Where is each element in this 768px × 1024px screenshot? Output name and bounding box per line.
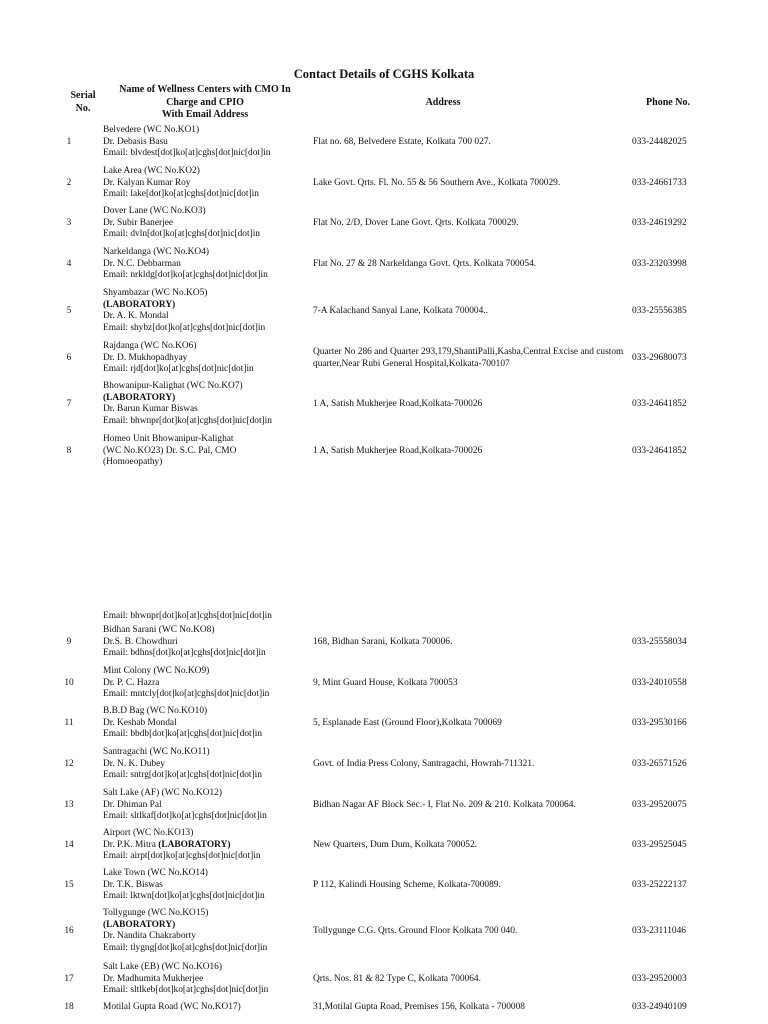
name-line: Bidhan Sarani (WC No.KO8) <box>103 625 215 635</box>
phone-cell: 033-25222137 <box>632 879 687 890</box>
name-line: Dr. A. K. Mondal <box>103 311 169 322</box>
phone-cell: 033-24661733 <box>632 177 687 188</box>
name-line: Bhowanipur-Kalighat (WC No.KO7) <box>103 381 243 391</box>
name-line: (Homoeopathy) <box>103 457 163 468</box>
address-cell: Govt. of India Press Colony, Santragachi, Howrah-711321. <box>313 758 535 769</box>
wellness-center-cell <box>103 868 308 903</box>
laboratory-tag: (LABORATORY) <box>103 392 176 403</box>
phone-cell: 033-24482025 <box>632 136 687 147</box>
name-line: Dr. Kalyan Kumar Roy <box>103 177 191 188</box>
header-name-line2: Charge and CPIO <box>166 96 244 108</box>
phone-cell: 033-25556385 <box>632 305 687 316</box>
email-line: Email: lktwn[dot]ko[at]cghs[dot]nic[dot]in <box>103 891 265 902</box>
name-line: Dr. P. C. Hazra <box>103 677 160 688</box>
address-cell: 7-A Kalachand Sanyal Lane, Kolkata 700004.. <box>313 305 488 316</box>
serial-cell: 2 <box>66 177 72 188</box>
email-line: Email: mntcly[dot]ko[at]cghs[dot]nic[dot]in <box>103 689 270 700</box>
serial-cell: 18 <box>64 1002 74 1012</box>
serial-cell: 10 <box>64 677 74 688</box>
document-title: Contact Details of CGHS Kolkata <box>293 67 475 81</box>
address-cell: Bidhan Nagar AF Block Sec.- I, Flat No. 209 & 210. Kolkata 700064. <box>313 799 576 810</box>
wellness-center-cell <box>103 706 308 741</box>
serial-cell: 6 <box>66 352 72 363</box>
wellness-center-cell <box>103 166 308 201</box>
address-cell: 9, Mint Guard House, Kolkata 700053 <box>313 677 458 688</box>
phone-cell: 033-23203998 <box>632 258 687 269</box>
address-cell: 5, Esplanade East (Ground Floor),Kolkata 700069 <box>313 717 502 728</box>
serial-cell: 17 <box>64 973 74 984</box>
email-line: Email: nrkldg[dot]ko[at]cghs[dot]nic[dot]in <box>103 270 268 281</box>
wellness-center-cell <box>103 1002 308 1014</box>
email-line: Email: sltlkeb[dot]ko[at]cghs[dot]nic[dot]in <box>103 985 269 996</box>
wellness-center-cell <box>103 828 308 863</box>
name-line: B.B.D Bag (WC No.KO10) <box>103 706 208 716</box>
name-line: Lake Town (WC No.KO14) <box>103 868 208 878</box>
name-line: Dr. D. Mukhopadhyay <box>103 352 188 363</box>
phone-cell: 033-24641852 <box>632 398 687 409</box>
header-address: Address <box>425 97 461 108</box>
wellness-center-cell <box>103 341 308 376</box>
email-line: Email: rjd[dot]ko[at]cghs[dot]nic[dot]in <box>103 364 254 375</box>
header-serial-line1: Serial <box>70 90 96 101</box>
wellness-center-cell <box>103 247 308 282</box>
address-cell: 168, Bidhan Sarani, Kolkata 700006. <box>313 636 453 647</box>
name-line: Dr. N.C. Debbarman <box>103 258 181 269</box>
wellness-center-cell <box>103 434 308 469</box>
laboratory-tag: (LABORATORY) <box>103 299 176 310</box>
serial-cell: 12 <box>64 758 74 769</box>
phone-cell: 033-26571526 <box>632 758 687 769</box>
serial-cell: 11 <box>64 717 74 728</box>
address-cell: New Quarters, Dum Dum, Kolkata 700052. <box>313 839 478 850</box>
serial-cell: 5 <box>66 305 72 316</box>
header-name-line1: Name of Wellness Centers with CMO In <box>119 84 291 95</box>
name-line: Dr. Dhiman Pal <box>103 799 162 810</box>
address-cell: Qrts. Nos. 81 & 82 Type C, Kolkata 700064. <box>313 973 481 984</box>
name-line: Lake Area (WC No.KO2) <box>103 166 200 176</box>
name-line: Dr. Madhumita Mukherjee <box>103 973 204 984</box>
serial-cell: 16 <box>64 925 74 936</box>
name-line: Dr. N. K. Dubey <box>103 758 165 769</box>
name-line: Rajdanga (WC No.KO6) <box>103 341 197 351</box>
email-line: Email: bhwnpr[dot]ko[at]cghs[dot]nic[dot]in <box>103 416 272 427</box>
name-line: Dr. Barun Kumar Biswas <box>103 404 198 415</box>
address-cell: Flat no. 68, Belvedere Estate, Kolkata 700 027. <box>313 136 491 147</box>
name-line: Salt Lake (AF) (WC No.KO12) <box>103 788 222 798</box>
address-cell: Tollygunge C.G. Qrts. Ground Floor Kolkata 700 040. <box>313 925 518 936</box>
name-line: Dr. Debasis Basu <box>103 136 168 147</box>
header-name-line3: With Email Address <box>161 109 249 120</box>
serial-cell: 14 <box>64 839 74 850</box>
name-line: Dover Lane (WC No.KO3) <box>103 206 206 216</box>
wellness-center-cell <box>103 125 308 160</box>
email-line: Email: bbdb[dot]ko[at]cghs[dot]nic[dot]in <box>103 729 263 740</box>
email-line: Email: airpt[dot]ko[at]cghs[dot]nic[dot]in <box>103 851 261 862</box>
phone-cell: 033-29530166 <box>632 717 687 728</box>
name-line: Narkeldanga (WC No.KO4) <box>103 247 209 257</box>
wellness-center-cell <box>103 908 308 955</box>
phone-cell: 033-29525045 <box>632 839 687 850</box>
name-line: Mint Colony (WC No.KO9) <box>103 666 210 676</box>
serial-cell: 4 <box>66 258 72 269</box>
wellness-center-cell <box>103 962 308 997</box>
phone-cell: 033-24010558 <box>632 677 687 688</box>
email-line: Email: shybz[dot]ko[at]cghs[dot]nic[dot]in <box>103 323 266 334</box>
header-name <box>100 84 310 122</box>
email-line: Email: bdhns[dot]ko[at]cghs[dot]nic[dot]in <box>103 648 266 659</box>
serial-cell: 7 <box>66 398 72 409</box>
laboratory-tag: (LABORATORY) <box>103 919 176 930</box>
email-line: Email: blvdest[dot]ko[at]cghs[dot]nic[dot]in <box>103 148 271 159</box>
address-cell: 1 A, Satish Mukherjee Road,Kolkata-700026 <box>313 445 483 456</box>
wellness-center-cell <box>103 788 308 823</box>
serial-cell: 15 <box>64 879 74 890</box>
email-line: Email: bhwnpr[dot]ko[at]cghs[dot]nic[dot]in <box>103 611 272 621</box>
serial-cell: 9 <box>66 636 72 647</box>
wellness-center-cell <box>103 206 308 241</box>
wellness-center-cell <box>103 747 308 782</box>
serial-cell: 8 <box>66 445 72 456</box>
email-line: Email: lake[dot]ko[at]cghs[dot]nic[dot]in <box>103 189 259 200</box>
name-line: Salt Lake (EB) (WC No.KO16) <box>103 962 222 972</box>
phone-cell: 033-29520075 <box>632 799 687 810</box>
email-line: Email: sltlkaf[dot]ko[at]cghs[dot]nic[dot]in <box>103 811 267 822</box>
header-phone: Phone No. <box>646 97 690 108</box>
phone-cell: 033-23111046 <box>632 925 686 936</box>
name-line: Belvedere (WC No.KO1) <box>103 125 200 135</box>
name-line: Motilal Gupta Road (WC No.KO17) <box>103 1002 241 1012</box>
serial-cell: 1 <box>66 136 72 147</box>
laboratory-tag: (LABORATORY) <box>158 839 231 850</box>
address-cell: Lake Govt. Qrts. Fl. No. 55 & 56 Southern Ave., Kolkata 700029. <box>313 177 561 188</box>
name-line: (WC No.KO23) Dr. S.C. Pal, CMO <box>103 445 237 456</box>
phone-cell: 033-24940109 <box>632 1002 687 1012</box>
serial-cell: 3 <box>66 217 72 228</box>
phone-cell: 033-29520003 <box>632 973 687 984</box>
name-line: Homeo Unit Bhowanipur-Kalighat <box>103 434 234 444</box>
address-cell: 31,Motilal Gupta Road, Premises 156, Kolkata - 700008 <box>313 1002 525 1012</box>
phone-cell: 033-29680073 <box>632 352 687 363</box>
address-cell: 1 A, Satish Mukherjee Road,Kolkata-700026 <box>313 398 483 409</box>
wellness-center-cell <box>103 666 308 701</box>
address-cell: Flat No. 2/D, Dover Lane Govt. Qrts. Kolkata 700029. <box>313 217 519 228</box>
phone-cell: 033-24619292 <box>632 217 687 228</box>
name-line: Dr. Nandita Chakraborty <box>103 931 196 942</box>
serial-cell: 13 <box>64 799 74 810</box>
address-cell: P 112, Kalindi Housing Scheme, Kolkata-700089. <box>313 879 501 890</box>
address-cell: Quarter No 286 and Quarter 293,179,ShantiPalli,Kasba,Central Excise and custom quarter,Near Rubi General Hospital,Kolkata-700107 <box>313 346 624 369</box>
wellness-center-cell <box>103 381 308 428</box>
email-line: Email: dvln[dot]ko[at]cghs[dot]nic[dot]in <box>103 229 260 240</box>
name-line: Tollygunge (WC No.KO15) <box>103 908 209 918</box>
phone-cell: 033-25558034 <box>632 636 687 647</box>
name-line: Dr. T.K. Biswas <box>103 879 163 890</box>
address-cell: Flat No. 27 & 28 Narkeldanga Govt. Qrts. Kolkata 700054. <box>313 258 537 269</box>
name-line: Dr.S. B. Chowdhuri <box>103 636 178 647</box>
name-line: Dr. Keshab Mondal <box>103 717 177 728</box>
header-serial-line2: No. <box>75 102 91 114</box>
name-line: Airport (WC No.KO13) <box>103 828 194 838</box>
phone-cell: 033-24641852 <box>632 445 687 456</box>
name-line: Santragachi (WC No.KO11) <box>103 747 210 757</box>
name-line: Shyambazar (WC No.KO5) <box>103 288 208 298</box>
wellness-center-cell <box>103 625 308 660</box>
email-line: Email: tlygng[dot]ko[at]cghs[dot]nic[dot]in <box>103 943 268 954</box>
email-line: Email: sntrg[dot]ko[at]cghs[dot]nic[dot]in <box>103 770 262 781</box>
name-line: Dr. Subir Banerjee <box>103 217 174 228</box>
wellness-center-cell <box>103 611 308 623</box>
wellness-center-cell <box>103 288 308 335</box>
name-line: Dr. P.K. Mitra (LABORATORY) <box>103 839 231 850</box>
